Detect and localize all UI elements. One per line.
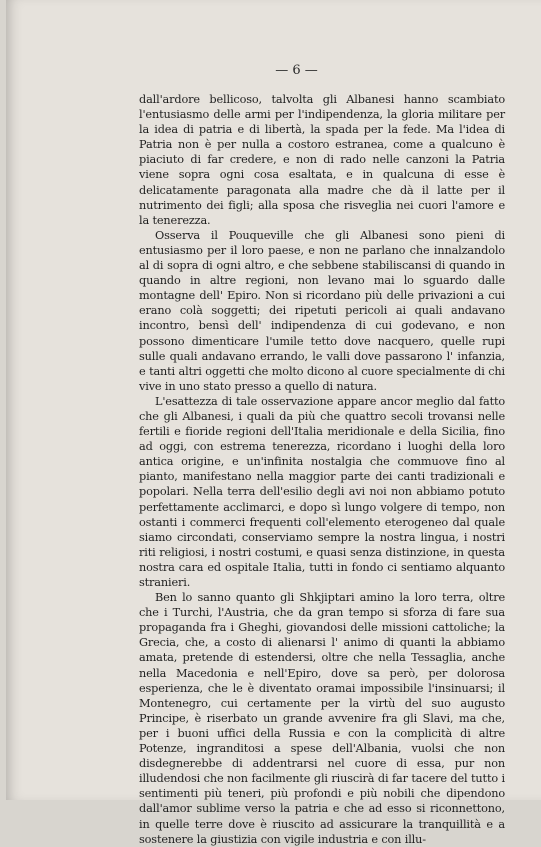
page-number: — 6 — xyxy=(275,63,318,78)
paragraph: L'esattezza di tale osservazione appare ancor meglio dal fatto che gli Albanesi, i quali da più che quattro secoli trovansi nelle fertili e fioride regioni dell'Italia meridionale e della Sicilia, fino ad oggi, con estrema tenerezza, ricordano i luoghi della loro antica origine, e un'infinita nostalgia che commuove fino al pianto, manifestano nella maggior parte dei canti tradizionali e popolari. Nella terra dell'esilio degli avi noi non abbiamo potuto perfettamente acclimarci, e dopo sì lungo volgere di tempo, non ostanti i commerci frequenti coll'elemento eterogeneo dal quale siamo circondati, conserviamo sempre la nostra lingua, i nostri riti religiosi, i nostri costumi, e quasi senza distinzione, in questa nostra cara ed ospitale Italia, tutti in fondo ci sentiamo alquanto stranieri. xyxy=(139,394,505,589)
body-text xyxy=(139,92,505,847)
paragraph: Osserva il Pouqueville che gli Albanesi sono pieni di entusiasmo per il loro paese, e non ne parlano che innalzandolo al di sopra di ogni altro, e che sebbene stabiliscansi di quando in quando in altre regioni, non levano mai lo sguardo dalle montagne dell' Epiro. Non si ricordano più delle privazioni a cui erano colà soggetti; dei ripetuti pericoli ai quali andavano incontro, bensì dell' indipendenza di cui godevano, e non possono dimenticare l'umile tetto dove nacquero, quelle rupi sulle quali andavano errando, le valli dove passarono l' infanzia, e tanti altri oggetti che molto dicono al cuore specialmente di chi vive in uno stato presso a quello di natura. xyxy=(139,228,505,393)
paragraph: Ben lo sanno quanto gli Shkjiptari amino la loro terra, oltre che i Turchi, l'Austria, che da gran tempo si sforza di fare sua propaganda fra i Gheghi, giovandosi delle missioni cattoliche; la Grecia, che, a costo di alienarsi l' animo di quanti la abbiamo amata, pretende di estendersi, oltre che nella Tessaglia, anche nella Macedonia e nell'Epiro, dove sa però, per dolorosa esperienza, che le è diventato oramai impossibile l'insinuarsi; il Montenegro, cui certamente per la virtù del suo augusto Principe, è riserbato un grande avvenire fra gli Slavi, ma che, per i buoni uffici della Russia e con la complicità di altre Potenze, ingranditosi a spese dell'Albania, vuolsi che non disdegnerebbe di addentrarsi nel cuore di essa, pur non illudendosi che non facilmente gli riuscirà di far tacere del tutto i sentimenti più teneri, più profondi e più nobili che dipendono dall'amor sublime verso la patria e che ad esso si riconnettono, in quelle terre dove è riuscito ad assicurare la tranquillità e a sostenere la giustizia con vigile industria e con illu- xyxy=(139,591,505,846)
paragraph: dall'ardore bellicoso, talvolta gli Albanesi hanno scambiato l'entusiasmo delle armi per l'indipendenza, la gloria militare per la idea di patria e di libertà, la spada per la fede. Ma l'idea di Patria non è per nulla a costoro estranea, come a qualcuno è piaciuto di far credere, e non di rado nelle canzoni la Patria viene sopra ogni cosa esaltata, e in qualcuna di esse è delicatamente paragonata alla madre che dà il latte per il nutrimento dei figli; alla sposa che risveglia nei cuori l'amore e la tenerezza. xyxy=(139,93,505,227)
book-page xyxy=(6,0,541,846)
